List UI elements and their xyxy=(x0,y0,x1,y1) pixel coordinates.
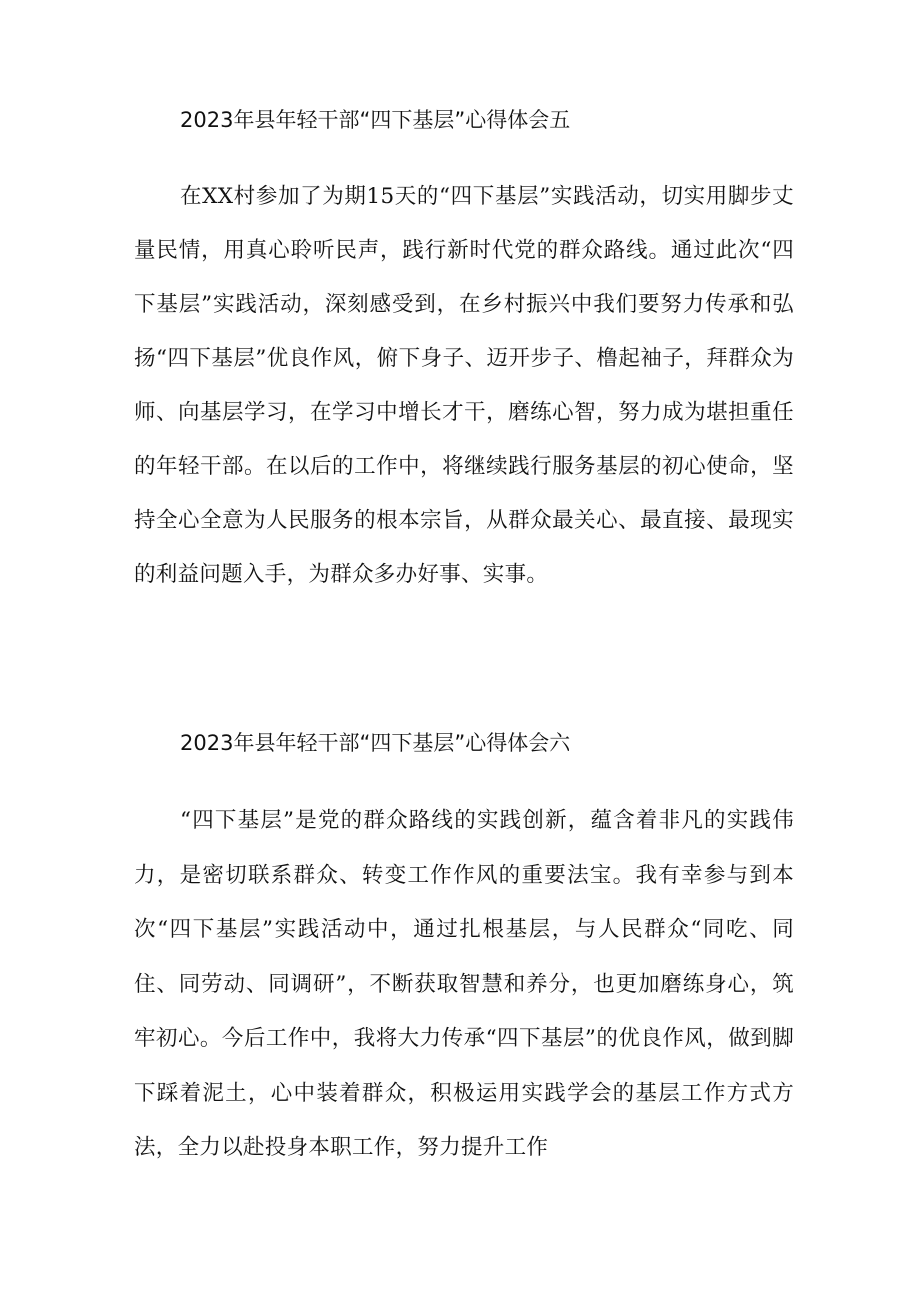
section-six-body: “四下基层”是党的群众路线的实践创新，蕴含着非凡的实践伟力，是密切联系群众、转变工作作风的重要法宝。我有幸参与到本次“四下基层”实践活动中，通过扎根基层，与人民群众“同吃、同住、同劳动、同调研”，不断获取智慧和养分，也更加磨练身心，筑牢初心。今后工作中，我将大力传承“四下基层”的优良作风，做到脚下踩着泥土，心中装着群众，积极运用实践学会的基层工作方式方法，全力以赴投身本职工作，努力提升工作 xyxy=(134,808,794,1160)
section-five-body: 在XX村参加了为期15天的“四下基层”实践活动，切实用脚步丈量民情，用真心聆听民声，践行新时代党的群众路线。通过此次“四下基层”实践活动，深刻感受到，在乡村振兴中我们要努力传承和弘扬“四下基层”优良作风，俯下身子、迈开步子、橹起袖子，拜群众为师、向基层学习，在学习中增长才干，磨练心智，努力成为堪担重任的年轻干部。在以后的工作中，将继续践行服务基层的初心使命，坚持全心全意为人民服务的根本宗旨，从群众最关心、最直接、最现实的利益问题入手，为群众多办好事、实事。 xyxy=(134,184,794,587)
section-six-title: 2023年县年轻干部“四下基层”心得体会六 xyxy=(180,731,571,755)
section-five-title: 2023年县年轻干部“四下基层”心得体会五 xyxy=(180,108,571,132)
